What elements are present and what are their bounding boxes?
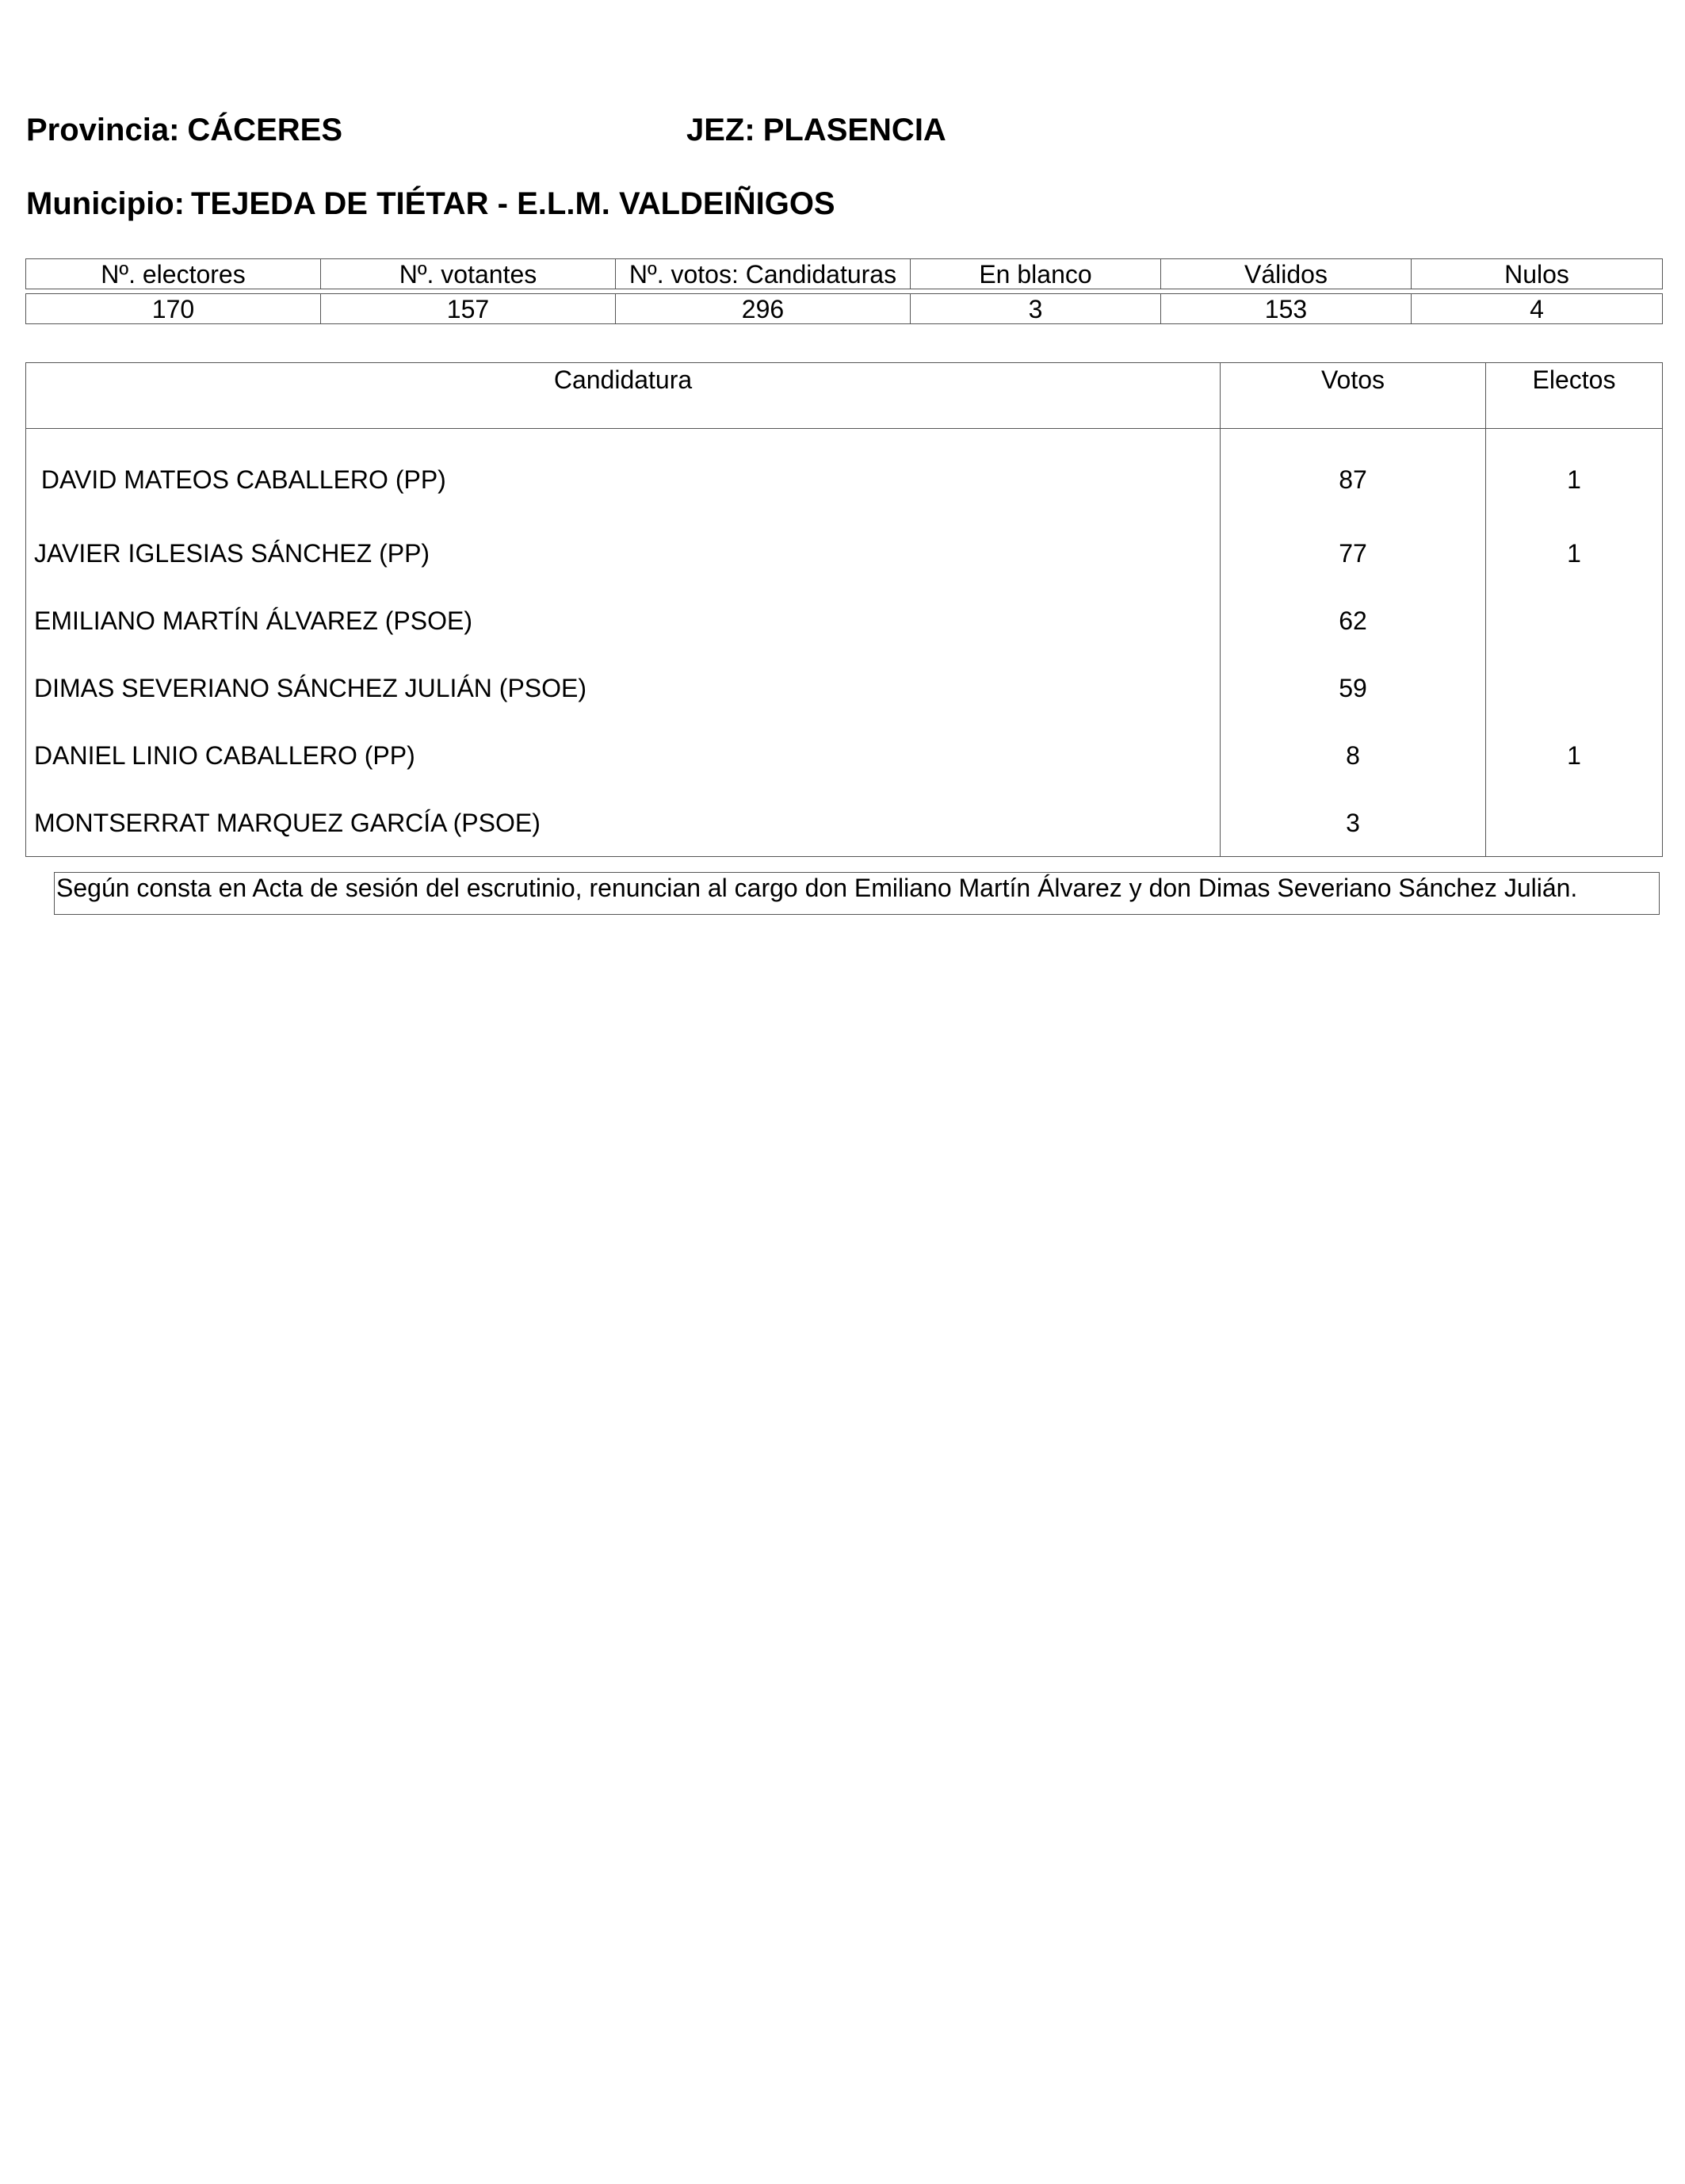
summary-value-row [26, 294, 1663, 324]
summary-header-cell: Nº. votantes [321, 259, 616, 289]
jez-label: JEZ: [686, 113, 755, 147]
municipio-line [26, 186, 835, 222]
candidate-electos: 1 [1486, 519, 1663, 587]
provincia-value: CÁCERES [187, 113, 342, 147]
summary-table [25, 258, 1663, 324]
provincia-label: Provincia: [26, 113, 180, 147]
summary-value-cell: 4 [1412, 294, 1663, 324]
candidate-votos: 87 [1221, 429, 1486, 520]
summary-value-cell: 157 [321, 294, 616, 324]
jez-value: PLASENCIA [762, 113, 946, 147]
municipio-value: TEJEDA DE TIÉTAR - E.L.M. VALDEIÑIGOS [190, 186, 835, 221]
candidate-votos: 8 [1221, 721, 1486, 789]
candidates-header-row [26, 363, 1663, 429]
candidate-name: EMILIANO MARTÍN ÁLVAREZ (PSOE) [34, 606, 472, 635]
table-row [26, 587, 1663, 654]
summary-value-cell: 170 [26, 294, 321, 324]
votos-header: Votos [1221, 363, 1486, 429]
table-row [26, 519, 1663, 587]
note-box: Según consta en Acta de sesión del escrutinio, renuncian al cargo don Emiliano Martín Álvarez y don Dimas Severiano Sánchez Julián. [54, 872, 1660, 915]
table-row [26, 721, 1663, 789]
candidate-electos [1486, 654, 1663, 721]
candidate-electos [1486, 587, 1663, 654]
municipio-label: Municipio: [26, 186, 185, 221]
candidate-name: JAVIER IGLESIAS SÁNCHEZ (PP) [34, 538, 430, 568]
candidates-table [25, 362, 1663, 857]
summary-header-cell: Nº. electores [26, 259, 321, 289]
candidate-name: DAVID MATEOS CABALLERO (PP) [34, 465, 446, 494]
summary-header-row [26, 259, 1663, 289]
candidate-votos: 77 [1221, 519, 1486, 587]
table-row [26, 429, 1663, 520]
candidate-votos: 3 [1221, 789, 1486, 857]
candidate-votos: 59 [1221, 654, 1486, 721]
candidate-name: MONTSERRAT MARQUEZ GARCÍA (PSOE) [34, 808, 541, 837]
summary-header-cell: En blanco [911, 259, 1161, 289]
summary-header-cell: Válidos [1161, 259, 1412, 289]
candidate-name: DIMAS SEVERIANO SÁNCHEZ JULIÁN (PSOE) [34, 673, 587, 702]
summary-header-cell: Nº. votos: Candidaturas [616, 259, 911, 289]
table-row [26, 654, 1663, 721]
table-row [26, 789, 1663, 857]
provincia-line [26, 113, 342, 148]
candidate-electos [1486, 789, 1663, 857]
electos-header: Electos [1486, 363, 1663, 429]
summary-value-cell: 3 [911, 294, 1161, 324]
candidate-electos: 1 [1486, 429, 1663, 520]
candidate-votos: 62 [1221, 587, 1486, 654]
candidate-electos: 1 [1486, 721, 1663, 789]
summary-value-cell: 296 [616, 294, 911, 324]
candidatura-header: Candidatura [26, 363, 1221, 429]
summary-value-cell: 153 [1161, 294, 1412, 324]
summary-header-cell: Nulos [1412, 259, 1663, 289]
candidate-name: DANIEL LINIO CABALLERO (PP) [34, 740, 415, 770]
jez-line [686, 113, 946, 148]
